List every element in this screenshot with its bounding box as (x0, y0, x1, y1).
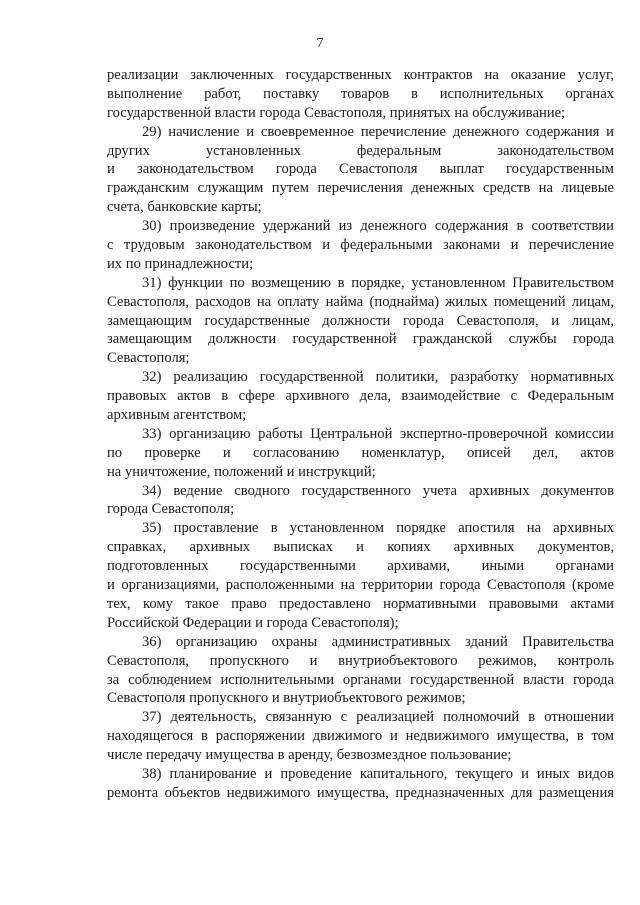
text-line: тех, кому такое право предоставлено нормативными правовыми актами (107, 595, 614, 612)
text-line: государственной власти города Севастополя, принятых на обслуживание; (107, 104, 566, 121)
text-line: находящегося в распоряжении движимого и недвижимого имущества, в том (107, 728, 614, 745)
text-line: за соблюдением исполнительными органами государственной власти города (107, 671, 614, 688)
text-line: подготовленных государственными архивами, иными органами (107, 558, 614, 575)
text-line: 31) функции по возмещению в порядке, установленном Правительством (142, 274, 614, 291)
text-line: Севастополя пропускного и внутриобъектового режимов; (107, 690, 466, 707)
text-line: их по принадлежности; (107, 255, 254, 272)
text-line: реализации заключенных государственных контрактов на оказание услуг, (107, 67, 614, 83)
text-line: выполнение работ, поставку товаров в исполнительных органах (107, 85, 614, 102)
text-line: правовых актов в сфере архивного дела, взаимодействие с Федеральным (107, 388, 614, 405)
text-line: гражданским служащим путем перечисления денежных средств на лицевые (107, 180, 614, 197)
text-line: 37) деятельность, связанную с реализацией полномочий в отношении (142, 709, 614, 726)
text-line: на уничтожение, положений и инструкций; (107, 463, 376, 480)
text-line: с трудовым законодательством и федеральными законами и перечисление (107, 237, 614, 254)
text-line: 29) начисление и своевременное перечисление денежного содержания и (142, 123, 614, 140)
page-number: 7 (316, 36, 324, 51)
text-line: Севастополя; (107, 350, 190, 367)
text-line: Севастополя, расходов на оплату найма (поднайма) жилых помещений лицам, (107, 293, 614, 310)
text-line: замещающим должности государственной гражданской службы города (107, 331, 614, 348)
text-line: Российской Федерации и города Севастополя); (107, 614, 399, 631)
text-line: 34) ведение сводного государственного учета архивных документов (142, 482, 614, 499)
text-line: 38) планирование и проведение капитального, текущего и иных видов (142, 765, 614, 782)
text-line: и организациями, расположенными на территории города Севастополя (кроме (107, 577, 614, 594)
text-line: ремонта объектов недвижимого имущества, предназначенных для размещения (107, 784, 614, 801)
text-line: и законодательством города Севастополя выплат государственным (107, 161, 614, 178)
text-line: 33) организацию работы Центральной экспертно-проверочной комиссии (142, 425, 614, 442)
text-line: 30) произведение удержаний из денежного содержания в соответствии (142, 218, 614, 235)
text-line: справках, архивных выписках и копиях архивных документов, (107, 539, 614, 556)
text-line: 36) организацию охраны административных зданий Правительства (142, 633, 614, 650)
text-line: замещающим государственные должности города Севастополя, и лицам, (107, 312, 614, 329)
text-line: числе передачу имущества в аренду, безвозмездное пользование; (107, 747, 512, 764)
text-line: по проверке и согласованию номенклатур, описей дел, актов (107, 444, 614, 461)
text-line: города Севастополя; (107, 501, 235, 518)
document-body (107, 66, 614, 803)
text-line: 35) проставление в установленном порядке апостиля на архивных (142, 520, 614, 537)
text-line: других установленных федеральным законодательством (107, 142, 614, 159)
text-line: Севастополя, пропускного и внутриобъектового режимов, контроль (107, 652, 614, 669)
text-line: архивным агентством; (107, 407, 247, 424)
text-line: 32) реализацию государственной политики, разработку нормативных (142, 369, 614, 386)
text-line: счета, банковские карты; (107, 199, 262, 216)
